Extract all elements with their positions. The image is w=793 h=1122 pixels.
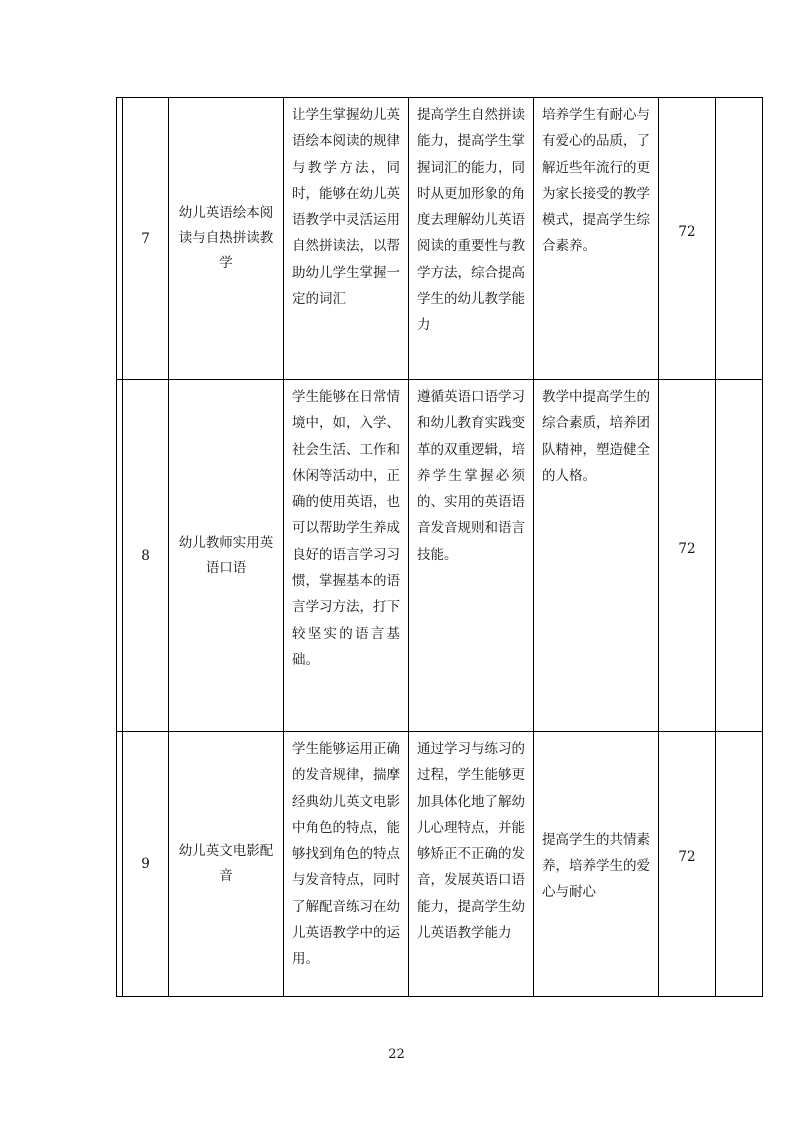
knowledge-goal-cell (284, 98, 409, 380)
curriculum-table (116, 97, 763, 997)
course-name-cell (169, 98, 284, 380)
hours-cell (659, 732, 716, 997)
remarks-cell (716, 98, 763, 380)
quality-goal: 教学中提高学生的综合素质，培养团队精神，塑造健全的人格。 (542, 389, 650, 484)
knowledge-goal-cell (284, 380, 409, 732)
course-name: 幼儿英文电影配音 (178, 843, 274, 884)
course-name-cell (169, 380, 284, 732)
quality-goal-cell (534, 380, 659, 732)
hours-cell (659, 98, 716, 380)
hours: 72 (678, 223, 696, 240)
hours-cell (659, 380, 716, 732)
knowledge-goal: 让学生掌握幼儿英语绘本阅读的规律与教学方法，同时，能够在幼儿英语教学中灵活运用自然拼读法，以帮助幼儿学生掌握一定的词汇 (292, 107, 400, 308)
row-number: 9 (123, 732, 169, 997)
ability-goal-cell (409, 732, 534, 997)
remarks-cell (716, 380, 763, 732)
course-name: 幼儿教师实用英语口语 (178, 534, 274, 576)
quality-goal: 提高学生的共情素养，培养学生的爱心与耐心 (542, 831, 650, 901)
quality-goal: 培养学生有耐心与有爱心的品质，了解近些年流行的更为家长接受的教学模式，提高学生综合素养。 (542, 107, 650, 255)
hours: 72 (678, 849, 696, 865)
ability-goal: 提高学生自然拼读能力，提高学生掌握词汇的能力，同时从更加形象的角度去理解幼儿英语阅读的重要性与教学方法，综合提高学生的幼儿教学能力 (417, 107, 525, 334)
knowledge-goal: 学生能够在日常情境中，如，入学、社会生活、工作和休闲等活动中，正确的使用英语，也可以帮助学生养成良好的语言学习习惯，掌握基本的语言学习方法，打下较坚实的语言基础。 (292, 389, 400, 668)
hours: 72 (678, 540, 696, 557)
ability-goal-cell (409, 98, 534, 380)
table-row (117, 98, 763, 380)
knowledge-goal-cell (284, 732, 409, 997)
quality-goal-cell (534, 732, 659, 997)
row-number: 8 (123, 380, 169, 732)
course-name: 幼儿英语绘本阅读与自热拼读教学 (178, 205, 274, 271)
knowledge-goal: 学生能够运用正确的发音规律，揣摩经典幼儿英文电影中角色的特点，能够找到角色的特点与发音特点，同时了解配音练习在幼儿英语教学中的运用。 (292, 741, 400, 968)
page-number: 22 (388, 1047, 405, 1062)
table-row (117, 732, 763, 997)
quality-goal-cell (534, 98, 659, 380)
ability-goal: 遵循英语口语学习和幼儿教育实践变革的双重逻辑，培养学生掌握必须的、实用的英语语音发音规则和语言技能。 (417, 389, 525, 563)
row-number: 7 (123, 98, 169, 380)
remarks-cell (716, 732, 763, 997)
course-name-cell (169, 732, 284, 997)
ability-goal: 通过学习与练习的过程，学生能够更加具体化地了解幼儿心理特点，并能够矫正不正确的发音，发展英语口语能力，提高学生幼儿英语教学能力 (417, 741, 525, 942)
table-row (117, 380, 763, 732)
ability-goal-cell (409, 380, 534, 732)
